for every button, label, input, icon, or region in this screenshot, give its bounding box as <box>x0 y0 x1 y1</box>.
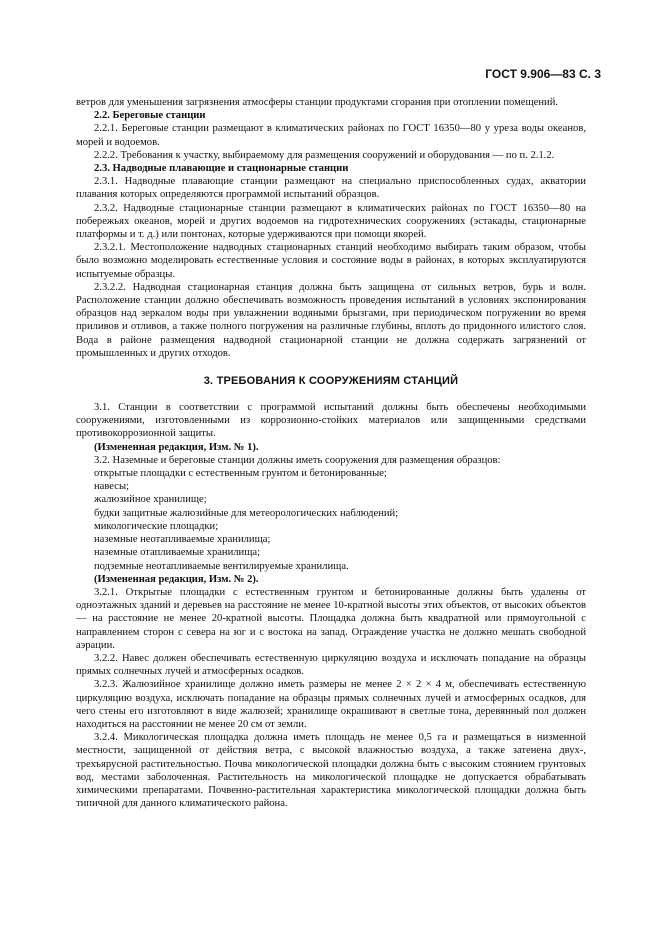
paragraph-intro-continuation: ветров для уменьшения загрязнения атмосферы станции продуктами сгорания при отоплении помещений. <box>76 97 559 108</box>
paragraph-2-3-2-1: 2.3.2.1. Местоположение надводных стационарных станций необходимо выбирать таким образом, чтобы было возможно моделировать естественные условия и состояние воды в районах, в которых эксплуатируются испытуемые образцы. <box>76 242 586 280</box>
paragraph-3-1: 3.1. Станции в соответствии с программой испытаний должны быть обеспечены необходимыми сооружениями, изготовленными из коррозионно-стойких материалов или защищенными средствами противокоррозионной защиты. <box>76 402 586 440</box>
amendment-note-2: (Измененная редакция, Изм. № 2). <box>94 573 259 585</box>
heading-2-2: 2.2. Береговые станции <box>94 110 206 122</box>
paragraph-2-3-2: 2.3.2. Надводные стационарные станции размещают в климатических районах по ГОСТ 16350—80 на побережьях океанов, морей и других водоемов на гидротехнических сооружениях (эстакады, стационарные платформы и т. д.) или понтонах, которые удерживаются при помощи якорей. <box>76 202 586 241</box>
list-item: подземные неотапливаемые вентилируемые хранилища. <box>94 560 349 572</box>
paragraph-3-2-3: 3.2.3. Жалюзийное хранилище должно иметь размеры не менее 2 × 2 × 4 м, обеспечивать естественную циркуляцию воздуха, исключать попадание на образцы прямых солнечных лучей и атмосферных осадков, для чего стены его изготовляют в виде жалюзей; хранилище окрашивают в светлые тона, деревянный пол должен находиться на расстоянии не менее 20 см от земли. <box>76 679 586 730</box>
document-body <box>76 96 586 810</box>
list-item: микологические площадки; <box>94 520 219 532</box>
list-item: открытые площадки с естественным грунтом и бетонированные; <box>94 468 387 480</box>
paragraph-3-2-1: 3.2.1. Открытые площадки с естественным грунтом и бетонированные должны быть удалены от одноэтажных зданий и деревьев на расстояние не менее 10-кратной высоты этих объектов, от высоких объектов — на расстояние не менее 20-кратной высоты. Площадка должна быть квадратной или прямоугольной с направлением сторон с севера на юг и с востока на запад. Ограждение участка не должно мешать свободной аэрации. <box>76 586 586 651</box>
list-item: наземные отапливаемые хранилища; <box>94 547 261 559</box>
paragraph-2-3-1: 2.3.1. Надводные плавающие станции размещают на специально приспособленных судах, акватории плавания которых определяются программой испытаний образцов. <box>76 176 586 201</box>
paragraph-3-2: 3.2. Наземные и береговые станции должны иметь сооружения для размещения образцов: <box>94 454 501 466</box>
list-item: навесы; <box>94 481 130 493</box>
paragraph-2-3-2-2: 2.3.2.2. Надводная стационарная станция должна быть защищена от сильных ветров, бурь и волн. Расположение станции должно обеспечивать возможность проведения испытаний в условиях экспонирования образцов над зеркалом воды при увлажнении водяными брызгами, при периодическом погружении во время приливов и отливов, а также полного погружения на различные глубины, вплоть до придонного илистого слоя. Вода в районе размещения надводной стационарной станции не должна содержать загрязнений от промышленных и других отходов. <box>76 281 586 359</box>
structures-list <box>76 467 586 573</box>
paragraph-2-2-1: 2.2.1. Береговые станции размещают в климатических районах по ГОСТ 16350—80 у уреза воды океанов, морей и водоемов. <box>76 123 586 148</box>
page-header: ГОСТ 9.906—83 С. 3 <box>485 67 601 81</box>
heading-2-3: 2.3. Надводные плавающие и стационарные станции <box>94 163 349 175</box>
list-item: будки защитные жалюзийные для метеорологических наблюдений; <box>94 507 399 519</box>
paragraph-3-2-4: 3.2.4. Микологическая площадка должна иметь площадь не менее 0,5 га и размещаться в низменной местности, защищенной от действия ветра, с высокой влажностью воздуха, а также затенена двух-, трехъярусной растительностью. Почва микологической площадки должна быть с высоким стоянием грунтовых вод, местами заболоченная. Растительность на микологической площадке не допускается обрабатывать химическими препаратами. Почвенно-растительная характеристика микологической площадки должна быть типичной для данного климатического района. <box>76 732 586 810</box>
paragraph-2-2-2: 2.2.2. Требования к участку, выбираемому для размещения сооружений и оборудования — по п. 2.1.2. <box>94 149 555 161</box>
paragraph-3-2-2: 3.2.2. Навес должен обеспечивать естественную циркуляцию воздуха и исключать попадание на образцы прямых солнечных лучей и атмосферных осадков. <box>76 652 586 678</box>
list-item: наземные неотапливаемые хранилища; <box>94 534 271 546</box>
amendment-note-1: (Измененная редакция, Изм. № 1). <box>94 441 259 453</box>
section-3-title: 3. ТРЕБОВАНИЯ К СООРУЖЕНИЯМ СТАНЦИЙ <box>203 375 459 388</box>
list-item: жалюзийное хранилище; <box>94 494 207 506</box>
